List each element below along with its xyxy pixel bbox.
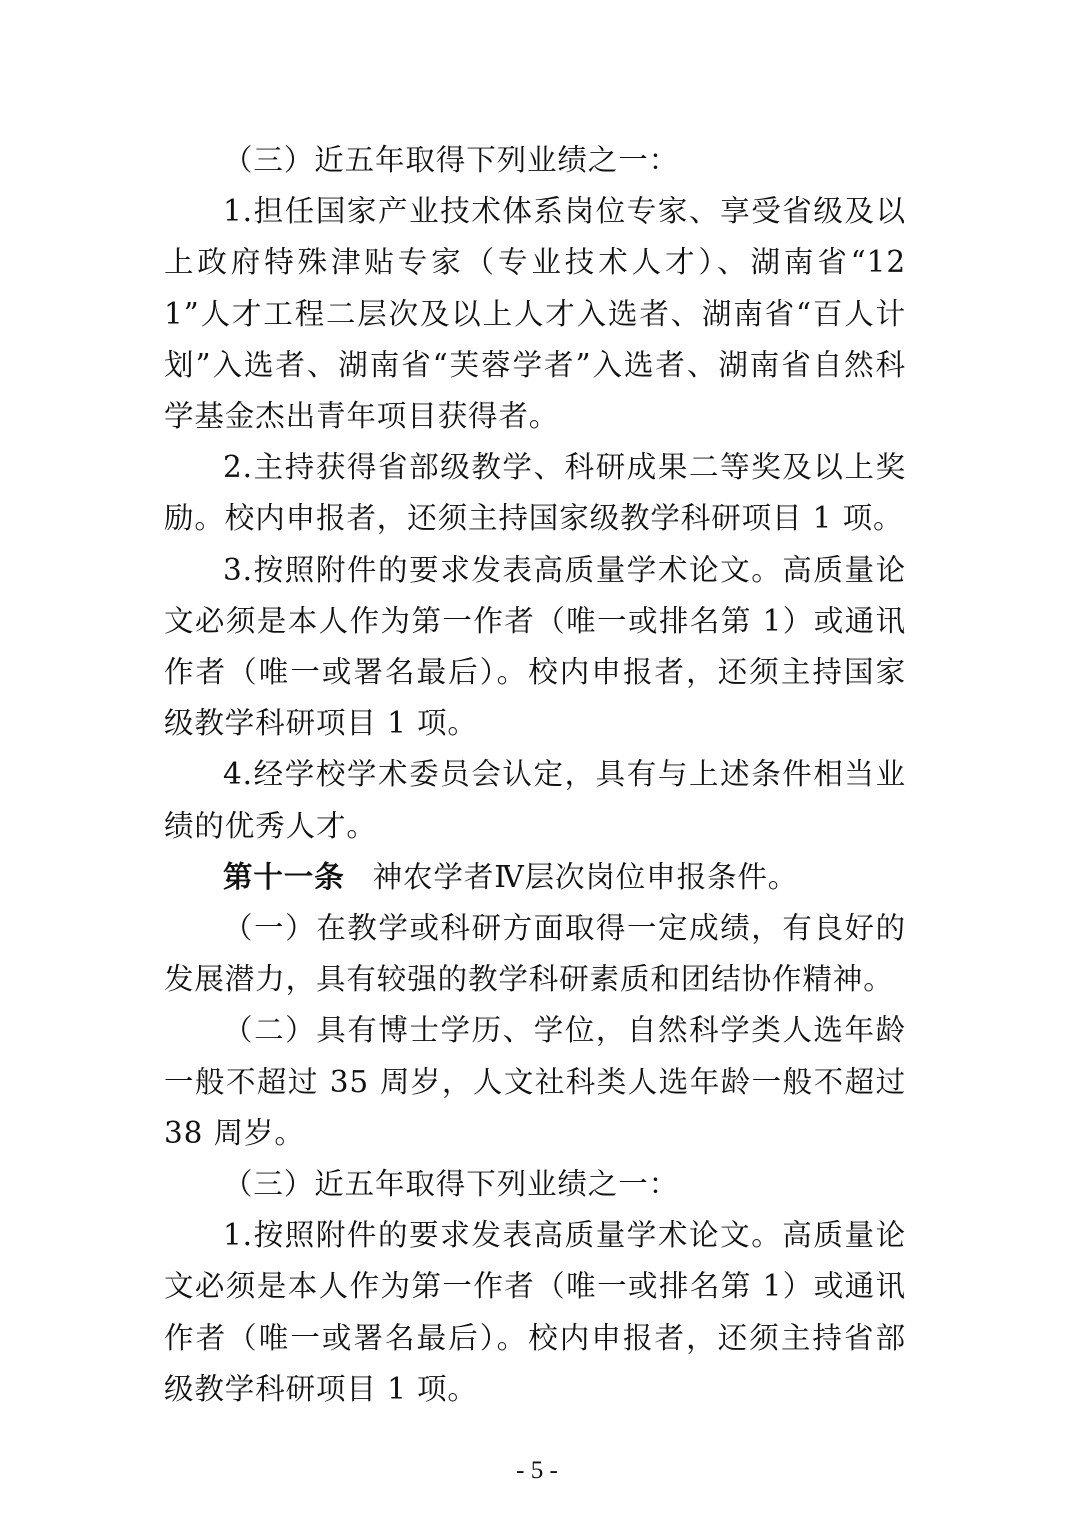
criterion-2: 2.主持获得省部级教学、科研成果二等奖及以上奖励。校内申报者，还须主持国家级教学科研项目 1 项。 (164, 450, 906, 536)
document-body (164, 135, 906, 1415)
criterion-1: 1.担任国家产业技术体系岗位专家、享受省级及以上政府特殊津贴专家（专业技术人才）、湖南省“121”人才工程二层次及以上人才入选者、湖南省“百人计划”入选者、湖南省“芙蓉学者”入选者、湖南省自然科学基金杰出青年项目获得者。 (164, 194, 906, 434)
article-eleven (164, 852, 906, 903)
article-number: 第十一条 (223, 859, 345, 894)
condition-one: （一）在教学或科研方面取得一定成绩，有良好的发展潜力，具有较强的教学科研素质和团结协作精神。 (164, 911, 906, 997)
condition-two: （二）具有博士学历、学位，自然科学类人选年龄一般不超过 35 周岁，人文社科类人选年龄一般不超过 38 周岁。 (164, 1013, 906, 1150)
criterion-4: 4.经学校学术委员会认定，具有与上述条件相当业绩的优秀人才。 (164, 757, 906, 843)
iv-criterion-1: 1.按照附件的要求发表高质量学术论文。高质量论文必须是本人作为第一作者（唯一或排名第 1）或通讯作者（唯一或署名最后）。校内申报者，还须主持省部级教学科研项目 1 项。 (164, 1218, 906, 1406)
condition-three-heading: （三）近五年取得下列业绩之一： (223, 1167, 680, 1202)
page-number: - 5 - (516, 1457, 558, 1484)
article-title: 神农学者Ⅳ层次岗位申报条件。 (372, 859, 799, 894)
criterion-3: 3.按照附件的要求发表高质量学术论文。高质量论文必须是本人作为第一作者（唯一或排名第 1）或通讯作者（唯一或署名最后）。校内申报者，还须主持国家级教学科研项目 1 项。 (164, 552, 906, 741)
section-three-heading: （三）近五年取得下列业绩之一： (223, 143, 680, 177)
